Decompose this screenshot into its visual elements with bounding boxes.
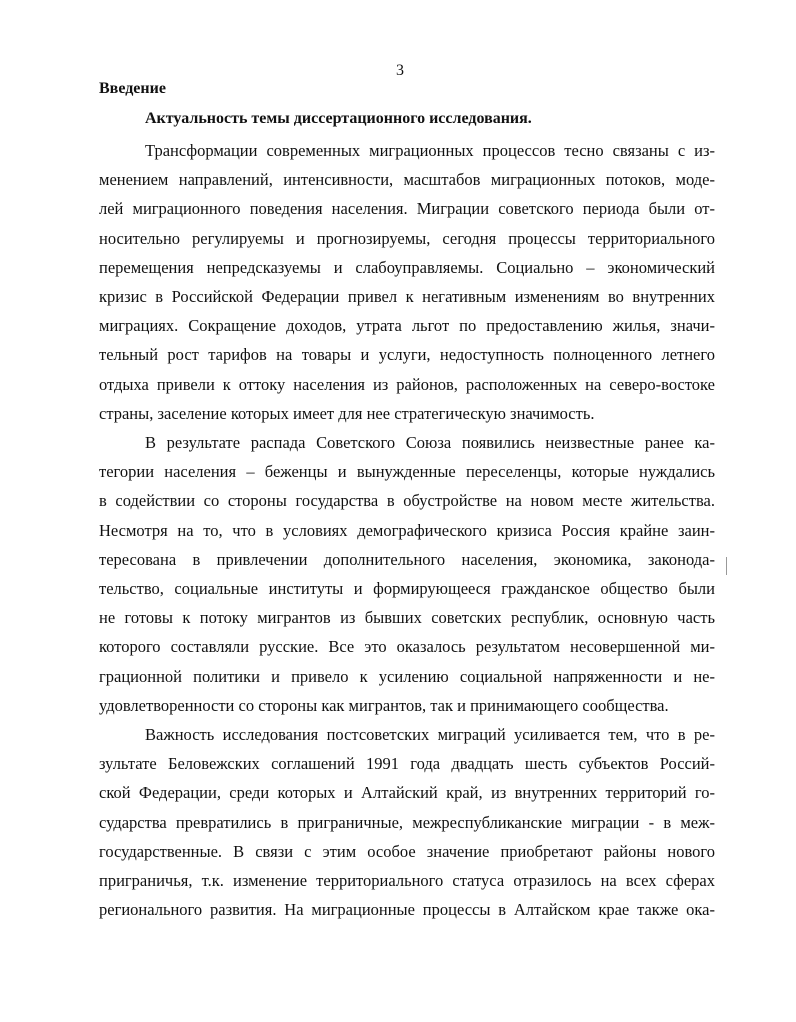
text-line: зультате Беловежских соглашений 1991 года двадцать шесть субъектов Россий- (99, 754, 715, 774)
text-line: ской Федерации, среди которых и Алтайский край, из внутренних территорий го- (99, 783, 715, 803)
page-number: 3 (396, 62, 404, 79)
paragraph-1 (99, 136, 715, 428)
text-line: приграничья, т.к. изменение территориального статуса отразилось на всех сферах (99, 871, 715, 891)
paragraph-3 (99, 720, 715, 924)
text-line: Важность исследования постсоветских миграций усиливается тем, что в ре- (145, 725, 715, 745)
text-line: государственные. В связи с этим особое значение приобретают районы нового (99, 841, 715, 861)
text-line: лей миграционного поведения населения. Миграции советского периода были от- (99, 199, 715, 219)
paragraph-2 (99, 428, 715, 720)
text-line: страны, заселение которых имеет для нее стратегическую значимость. (99, 403, 595, 423)
text-line: перемещения непредсказуемы и слабоуправляемы. Социально – экономический (99, 257, 715, 277)
text-line: тересована в привлечении дополнительного населения, экономика, законода- (99, 549, 715, 569)
margin-mark (726, 557, 727, 575)
text-line: тельство, социальные институты и формирующееся гражданское общество были (99, 579, 715, 599)
text-line: грационной политики и привело к усилению социальной напряженности и не- (99, 666, 715, 686)
text-line: миграциях. Сокращение доходов, утрата льгот по предоставлению жилья, значи- (99, 316, 715, 336)
text-line: Трансформации современных миграционных процессов тесно связаны с из- (145, 141, 715, 160)
text-line: тегории населения – беженцы и вынужденные переселенцы, которые нуждались (99, 462, 715, 482)
text-line: носительно регулируемы и прогнозируемы, сегодня процессы территориального (99, 228, 715, 248)
text-line: в содействии со стороны государства в обустройстве на новом месте жительства. (99, 491, 715, 511)
text-line: менением направлений, интенсивности, масштабов миграционных потоков, моде- (99, 170, 715, 190)
text-line: не готовы к потоку мигрантов из бывших советских республик, основную часть (99, 608, 715, 628)
section-heading: Введение (99, 80, 166, 97)
text-line: удовлетворенности со стороны как мигрантов, так и принимающего сообщества. (99, 695, 669, 715)
text-line: тельный рост тарифов на товары и услуги, недоступность полноценного летнего (99, 345, 715, 365)
text-line: Несмотря на то, что в условиях демографического кризиса Россия крайне заин- (99, 520, 715, 540)
text-line: сударства превратились в приграничные, межреспубликанские миграции - в меж- (99, 812, 715, 832)
section-subheading: Актуальность темы диссертационного исследования. (145, 110, 532, 127)
text-line: регионального развития. На миграционные процессы в Алтайском крае также ока- (99, 900, 715, 920)
text-line: отдыха привели к оттоку населения из районов, расположенных на северо-востоке (99, 374, 715, 394)
text-line: В результате распада Советского Союза появились неизвестные ранее ка- (145, 433, 715, 453)
text-line: кризис в Российской Федерации привел к негативным изменениям во внутренних (99, 287, 715, 307)
body-text (99, 136, 715, 924)
text-line: которого составляли русские. Все это оказалось результатом несовершенной ми- (99, 637, 715, 657)
